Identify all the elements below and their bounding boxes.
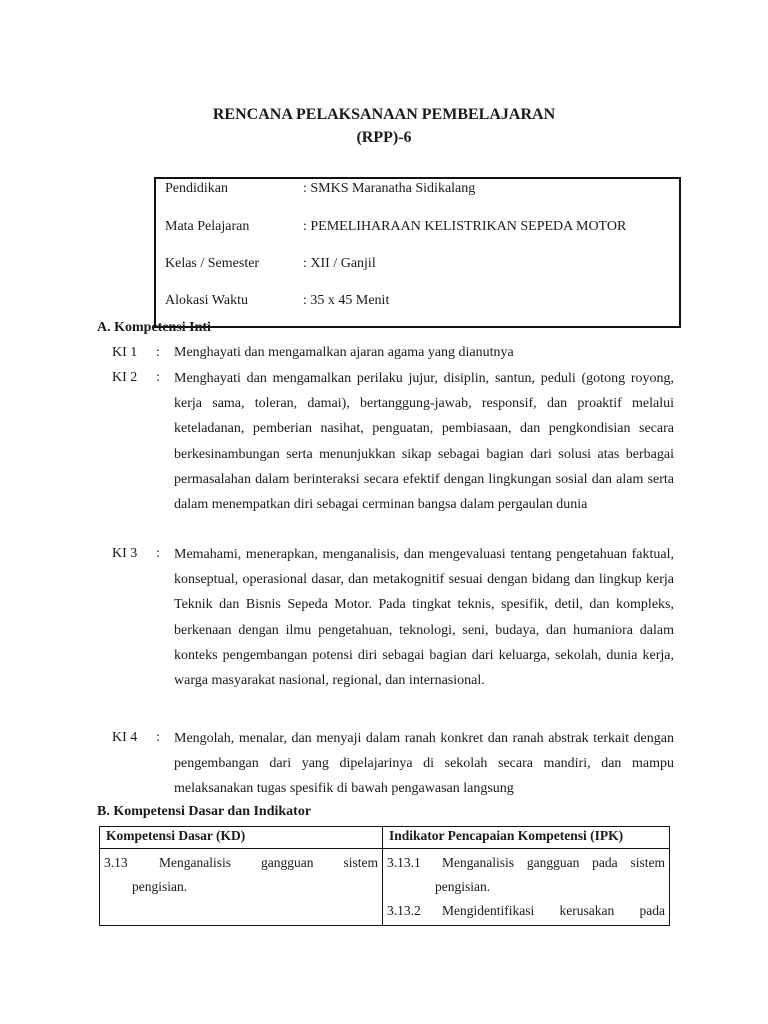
info-label-pendidikan: Pendidikan <box>165 181 228 196</box>
info-value-kelas-semester: : XII / Ganjil <box>303 256 376 271</box>
table-header-row <box>100 827 670 849</box>
ipk-2-text-line1: Mengidentifikasi kerusakan pada <box>442 903 665 918</box>
kd-number: 3.13 <box>104 855 128 870</box>
document-title: RENCANA PELAKSANAAN PEMBELAJARAN <box>212 106 556 123</box>
ki-1-label: KI 1 <box>112 345 138 360</box>
ki-4-label: KI 4 <box>112 730 138 745</box>
table-header-ipk: Indikator Pencapaian Kompetensi (IPK) <box>383 827 670 849</box>
info-label-kelas-semester: Kelas / Semester <box>165 256 260 271</box>
ipk-cell <box>383 849 670 926</box>
kd-cell <box>100 849 383 926</box>
info-value-pendidikan: : SMKS Maranatha Sidikalang <box>303 181 476 196</box>
kd-text-line1: Menganalisis gangguan sistem <box>159 855 378 870</box>
kd-text-line2: pengisian. <box>132 879 188 894</box>
ki-3-colon: : <box>156 546 160 561</box>
ipk-1-number: 3.13.1 <box>387 855 421 870</box>
ki-1-colon: : <box>156 345 160 360</box>
ki-2-label: KI 2 <box>112 370 138 385</box>
info-value-alokasi-waktu: : 35 x 45 Menit <box>303 293 390 308</box>
info-label-mata-pelajaran: Mata Pelajaran <box>165 219 250 234</box>
ipk-2-number: 3.13.2 <box>387 903 421 918</box>
section-a-heading: A. Kompetensi Inti <box>97 320 211 335</box>
ki-3-label: KI 3 <box>112 546 138 561</box>
ki-2-text: Menghayati dan mengamalkan perilaku jujur, disiplin, santun, peduli (gotong royong, kerja sama, toleran, damai), bertanggung-jawab, responsif, dan proaktif melalui keteladanan, pemberian nasihat, penguatan, pembiasaan, dan pengkondisian secara berkesinambungan serta menunjukkan sikap sebagai bagian dari solusi atas berbagai permasalahan dalam berinteraksi secara efektif dengan lingkungan sosial dan alam serta dalam menempatkan diri sebagai cerminan bangsa dalam pergaulan dunia <box>174 371 674 513</box>
ipk-1-text-line1: Menganalisis gangguan pada sistem <box>442 855 665 870</box>
ki-1-text: Menghayati dan mengamalkan ajaran agama yang dianutnya <box>174 345 514 360</box>
info-label-alokasi-waktu: Alokasi Waktu <box>165 293 248 308</box>
document-subtitle: (RPP)-6 <box>356 129 412 146</box>
table-row <box>100 849 670 926</box>
ki-4-colon: : <box>156 730 160 745</box>
ki-4-text: Mengolah, menalar, dan menyaji dalam ranah konkret dan ranah abstrak terkait dengan pengembangan dari yang dipelajarinya di sekolah secara mandiri, dan mampu melaksanakan tugas spesifik di bawah pengawasan langsung <box>174 731 674 797</box>
ki-2-colon: : <box>156 370 160 385</box>
ipk-1-text-line2: pengisian. <box>435 879 491 894</box>
ki-3-text: Memahami, menerapkan, menganalisis, dan mengevaluasi tentang pengetahuan faktual, konseptual, operasional dasar, dan metakognitif sesuai dengan bidang dan lingkup kerja Teknik dan Bisnis Sepeda Motor. Pada tingkat teknis, spesifik, detil, dan kompleks, berkenaan dengan ilmu pengetahuan, teknologi, seni, budaya, dan humaniora dalam konteks pengembangan potensi diri sebagai bagian dari keluarga, sekolah, dunia kerja, warga masyarakat nasional, regional, dan internasional. <box>174 547 674 689</box>
table-header-kd: Kompetensi Dasar (KD) <box>100 827 383 849</box>
kd-ipk-table <box>99 826 670 926</box>
section-b-heading: B. Kompetensi Dasar dan Indikator <box>97 804 312 819</box>
info-value-mata-pelajaran: : PEMELIHARAAN KELISTRIKAN SEPEDA MOTOR <box>303 219 627 234</box>
